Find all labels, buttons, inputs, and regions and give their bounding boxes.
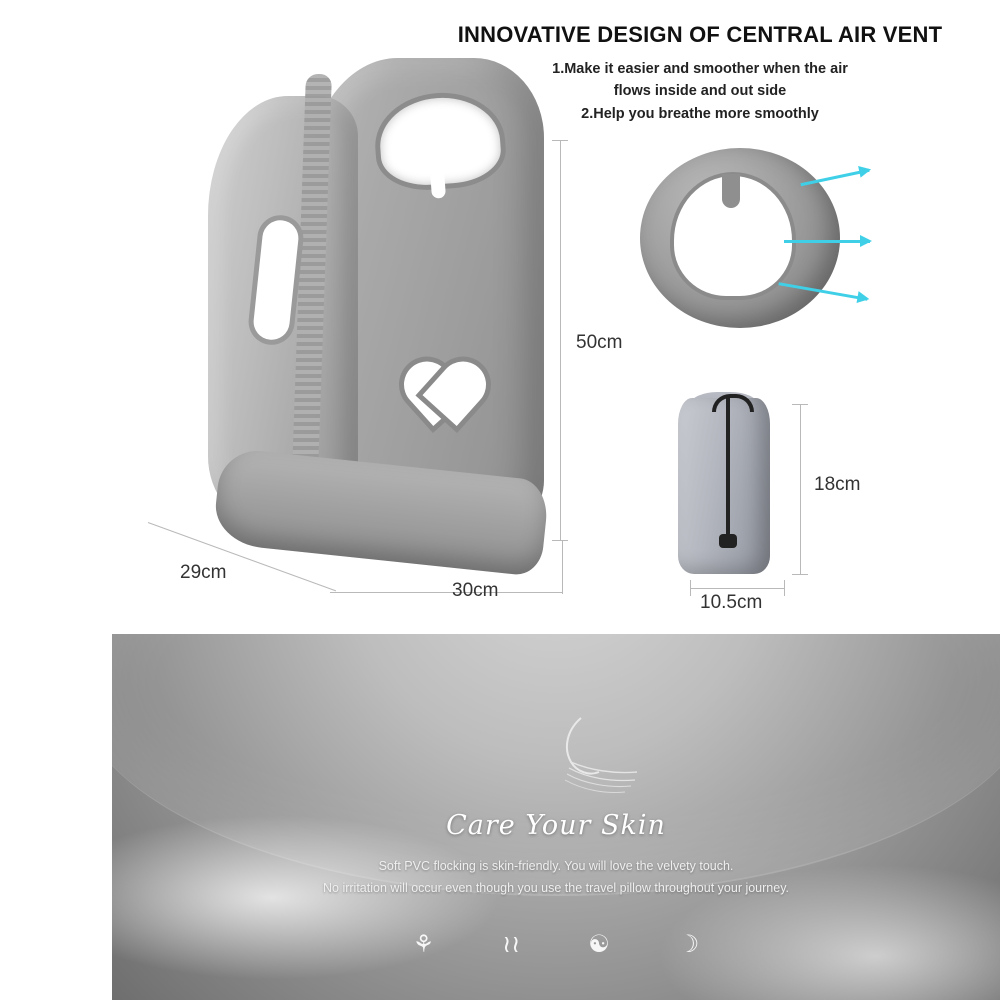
pillow-heart-vent (408, 360, 496, 442)
bag-height-line (800, 404, 801, 574)
headline: INNOVATIVE DESIGN OF CENTRAL AIR VENT (457, 22, 943, 47)
pillow-product-image (150, 20, 570, 550)
label-pillow-height: 50cm (576, 332, 623, 353)
label-pillow-width: 30cm (452, 580, 499, 601)
cotton-plant-icon: ⚘ (412, 931, 435, 958)
vent-opening (674, 176, 792, 296)
height-tick-bottom (552, 540, 568, 541)
airflow-icon: ≀≀ (502, 931, 521, 958)
label-bag-height: 18cm (814, 474, 861, 495)
moon-sleep-icon: ☽ (677, 931, 700, 958)
height-tick-top (552, 140, 568, 141)
label-pillow-depth: 29cm (180, 562, 227, 583)
banner-title: Care Your Skin (446, 810, 666, 841)
bullet-1: 1.Make it easier and smoother when the air (552, 61, 848, 77)
bag-width-line (690, 588, 784, 589)
bag-height-tick-top (792, 404, 808, 405)
bag-width-tick-right (784, 580, 785, 596)
airflow-arrow-2 (784, 240, 870, 243)
bullet-3: 2.Help you breathe more smoothly (581, 105, 819, 122)
width-tick-right (562, 540, 563, 594)
bag-height-tick-bottom (792, 574, 808, 575)
wings-icon: ☯ (588, 931, 610, 958)
bag-drawstring (726, 396, 730, 546)
banner-subtitle-line2: No irritation will occur even though you use the travel pillow throughout your journey. (323, 880, 789, 895)
bag-width-tick-left (690, 580, 691, 596)
pillow-illustration (180, 40, 540, 540)
banner-subtitle (112, 856, 1000, 900)
feather-icon (527, 712, 667, 802)
label-bag-width: 10.5cm (700, 592, 763, 613)
height-dimension-line (560, 140, 561, 540)
air-vent-closeup (640, 148, 840, 328)
banner-subtitle-line1: Soft PVC flocking is skin-friendly. You will love the velvety touch. (378, 859, 734, 873)
bullet-2: flows inside and out side (613, 83, 787, 100)
care-your-skin-banner (112, 634, 1000, 1000)
width-dimension-line (330, 592, 562, 593)
feature-icon-row (112, 930, 1000, 959)
